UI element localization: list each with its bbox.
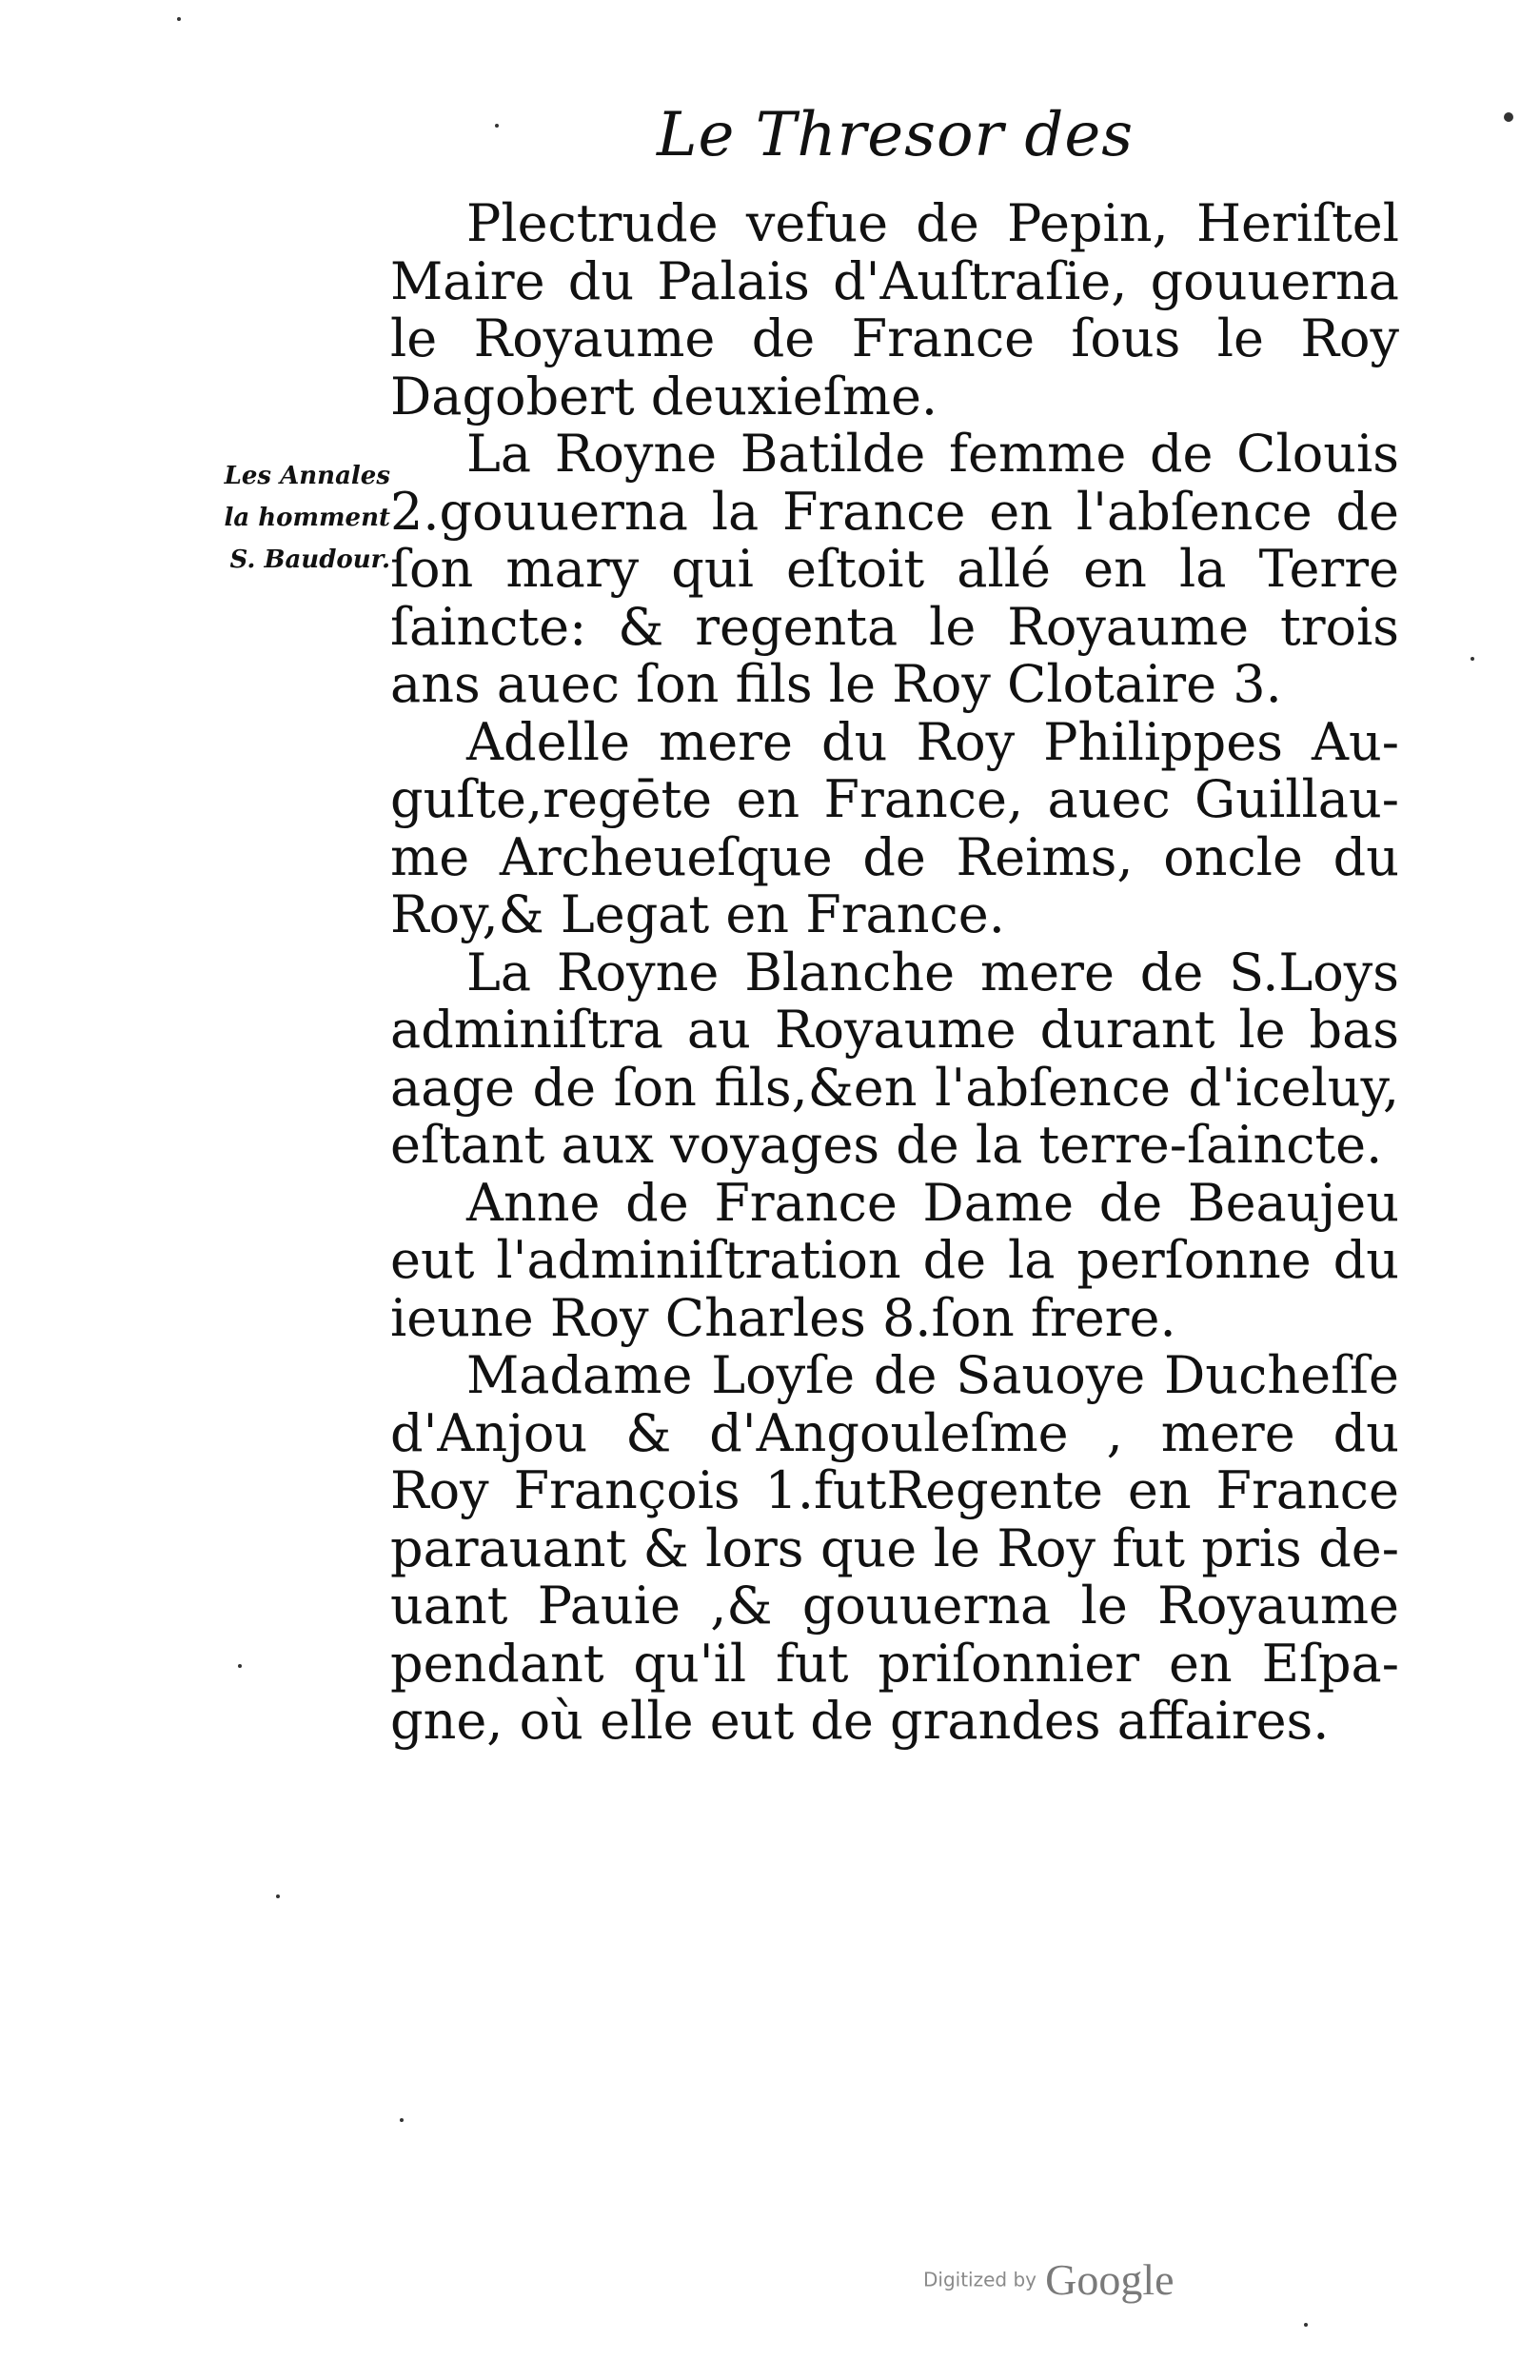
text-line: aage de ſon fils,&en l'abſence d'iceluy, bbox=[390, 1057, 1399, 1118]
paragraph bbox=[390, 944, 1399, 1175]
text-line: Plectrude vefue de Pepin, Heriſtel bbox=[466, 193, 1399, 253]
text-line: d'Anjou & d'Angouleſme , mere du bbox=[390, 1402, 1399, 1463]
margin-note bbox=[162, 455, 390, 581]
text-line: guſte,regēte en France, auec Guillau- bbox=[390, 769, 1399, 829]
print-speck bbox=[238, 1664, 242, 1668]
text-line: Dagobert deuxieſme. bbox=[390, 366, 938, 426]
text-line: ieune Roy Charles 8.ſon frere. bbox=[390, 1287, 1176, 1348]
text-line: ans auec ſon fils le Roy Clotaire 3. bbox=[390, 654, 1282, 714]
text-line: pendant qu'il fut priſonnier en Eſpa- bbox=[390, 1633, 1399, 1694]
text-line: 2.gouuerna la France en l'abſence de bbox=[390, 481, 1399, 542]
print-speck bbox=[1504, 112, 1513, 122]
print-speck bbox=[400, 2118, 404, 2122]
text-line: Roy,& Legat en France. bbox=[390, 884, 1005, 944]
print-speck bbox=[1304, 2323, 1308, 2327]
paragraph bbox=[390, 426, 1399, 714]
running-head: Le Thresor des bbox=[657, 100, 1135, 170]
margin-note-line: la homment bbox=[224, 504, 390, 532]
text-line: ſaincte: & regenta le Royaume trois bbox=[390, 596, 1399, 657]
watermark-prefix: Digitized by bbox=[923, 2268, 1037, 2291]
text-line: Madame Loyſe de Sauoye Ducheſſe bbox=[466, 1345, 1399, 1405]
body-text bbox=[390, 195, 1399, 1751]
text-line: me Archeueſque de Reims, oncle du bbox=[390, 826, 1399, 887]
print-speck bbox=[276, 1894, 280, 1898]
digitized-watermark bbox=[923, 2254, 1175, 2305]
text-line: Anne de France Dame de Beaujeu bbox=[466, 1172, 1399, 1233]
text-line: parauant & lors que le Roy fut pris de- bbox=[390, 1517, 1399, 1578]
text-line: Adelle mere du Roy Philippes Au- bbox=[466, 711, 1399, 772]
text-line: ſon mary qui eſtoit allé en la Terre bbox=[390, 539, 1399, 599]
text-line: Maire du Palais d'Auſtraſie, gouuerna bbox=[390, 250, 1399, 311]
text-line: eut l'adminiſtration de la perſonne du bbox=[390, 1230, 1399, 1290]
text-line: Roy François 1.futRegente en France bbox=[390, 1460, 1399, 1520]
text-line: le Royaume de France ſous le Roy bbox=[390, 308, 1399, 368]
text-line: adminiſtra au Royaume durant le bas bbox=[390, 1000, 1399, 1060]
text-line: eſtant aux voyages de la terre-ſaincte. bbox=[390, 1115, 1383, 1175]
paragraph bbox=[390, 1172, 1399, 1348]
paragraph bbox=[390, 1347, 1399, 1751]
google-logo: Google bbox=[1045, 2255, 1175, 2304]
print-speck bbox=[495, 124, 499, 128]
text-line: La Royne Batilde femme de Clouis bbox=[466, 424, 1399, 484]
margin-note-line: S. Baudour. bbox=[229, 545, 390, 574]
paragraph bbox=[390, 711, 1399, 944]
paragraph bbox=[390, 195, 1399, 426]
margin-note-line: Les Annales bbox=[224, 462, 390, 490]
text-line: La Royne Blanche mere de S.Loys bbox=[466, 942, 1399, 1002]
text-line: gne, où elle eut de grandes affaires. bbox=[390, 1691, 1330, 1751]
print-speck bbox=[1471, 657, 1474, 661]
text-line: uant Pauie ,& gouuerna le Royaume bbox=[390, 1576, 1399, 1636]
print-speck bbox=[177, 17, 181, 21]
